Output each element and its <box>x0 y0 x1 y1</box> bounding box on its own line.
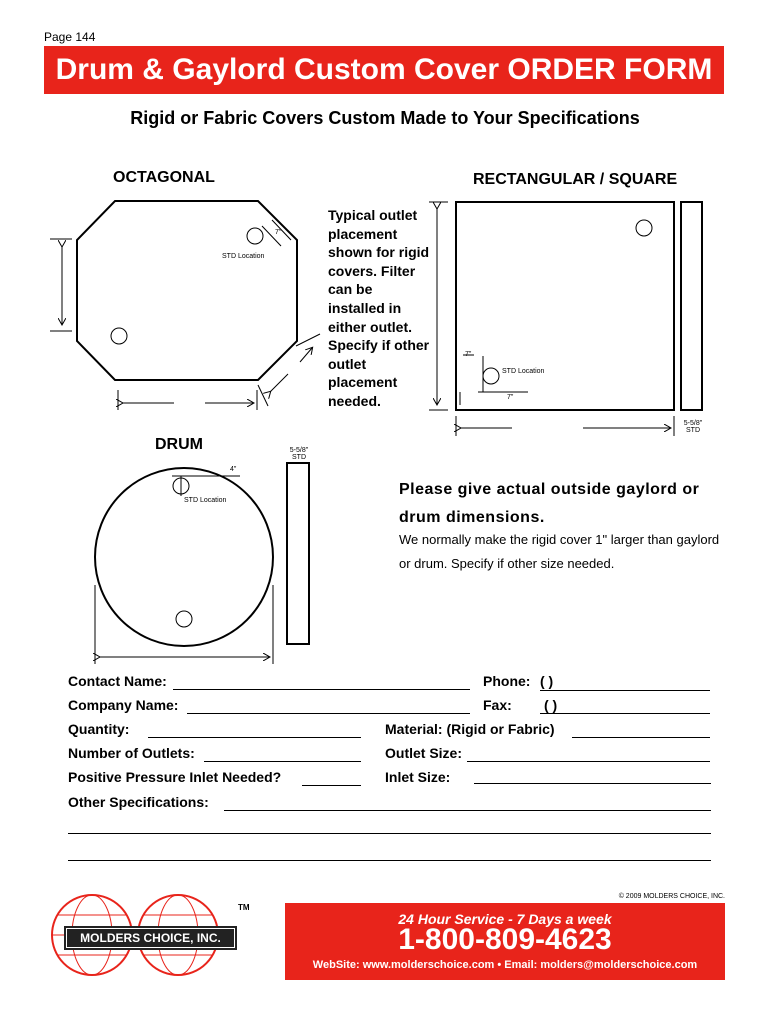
dimensions-instruction: Please give actual outside gaylord or drum dimensions. <box>399 481 700 526</box>
contact-name-label: Contact Name: <box>68 673 167 689</box>
quantity-field[interactable] <box>148 737 361 738</box>
company-logo: MOLDERS CHOICE, INC. <box>66 928 235 948</box>
square-outlet-std <box>483 368 499 384</box>
fax-label: Fax: <box>483 697 512 713</box>
service-hours: 24 Hour Service - 7 Days a week <box>398 911 612 927</box>
square-side-profile <box>681 202 702 410</box>
drum-std-height: 5-5/8" STD <box>289 447 309 461</box>
drum-outlet-alt <box>176 611 192 627</box>
page-title: Drum & Gaylord Custom Cover ORDER FORM <box>44 46 724 94</box>
octagonal-heading: OCTAGONAL <box>113 169 215 186</box>
square-std-location: STD Location <box>502 368 545 375</box>
square-dim-7-vertical: 7" <box>465 351 472 358</box>
positive-pressure-label: Positive Pressure Inlet Needed? <box>68 769 282 785</box>
drum-dim-4: 4" <box>230 466 237 473</box>
inlet-size-field[interactable] <box>474 783 711 784</box>
square-std-height: 5-5/8" STD <box>683 420 703 434</box>
inlet-size-label: Inlet Size: <box>385 769 451 785</box>
contact-name-field[interactable] <box>173 689 470 690</box>
phone-number[interactable]: 1-800-809-4623 <box>398 923 612 956</box>
company-name-field[interactable] <box>187 713 470 714</box>
outlet-size-label: Outlet Size: <box>385 745 463 761</box>
fax-area-code: ( ) <box>544 697 558 713</box>
number-of-outlets-field[interactable] <box>204 761 361 762</box>
drum-side-profile <box>287 463 309 644</box>
page-number: Page 144 <box>44 30 96 44</box>
drum-std-location: STD Location <box>184 497 227 504</box>
octagon-std-location: STD Location <box>222 253 265 260</box>
outlet-placement-note: Typical outlet placement shown for rigid covers. Filter can be installed in either outlet. Specify if other outlet placement needed. <box>328 207 430 409</box>
octagon-outlet-std <box>247 228 263 244</box>
fax-field[interactable] <box>540 713 710 714</box>
website-email[interactable]: WebSite: www.molderschoice.com • Email: molders@molderschoice.com <box>312 959 698 971</box>
square-outlet-alt <box>636 220 652 236</box>
phone-field[interactable] <box>540 690 710 691</box>
square-dim-7-horizontal: 7" <box>507 394 514 401</box>
other-specs-line-3[interactable] <box>68 860 711 861</box>
material-field[interactable] <box>572 737 710 738</box>
square-shape <box>456 202 674 410</box>
phone-label: Phone: <box>483 673 531 689</box>
octagon-outlet-alt <box>111 328 127 344</box>
drum-circle <box>95 468 273 646</box>
material-label: Material: (Rigid or Fabric) <box>385 721 555 737</box>
company-name-label: Company Name: <box>68 697 179 713</box>
page-subtitle: Rigid or Fabric Covers Custom Made to Your Specifications <box>130 108 640 128</box>
positive-pressure-field[interactable] <box>302 785 361 786</box>
other-specs-field[interactable] <box>224 810 711 811</box>
quantity-label: Quantity: <box>68 721 130 737</box>
octagon-dim-7: 7" <box>275 229 282 236</box>
phone-area-code: ( ) <box>540 673 554 689</box>
size-note: We normally make the rigid cover 1" larger than gaylord or drum. Specify if other size needed. <box>399 532 720 571</box>
outlet-size-field[interactable] <box>467 761 710 762</box>
number-of-outlets-label: Number of Outlets: <box>68 745 195 761</box>
rectangular-heading: RECTANGULAR / SQUARE <box>473 171 678 188</box>
copyright: © 2009 MOLDERS CHOICE, INC. <box>618 893 725 900</box>
other-specs-label: Other Specifications: <box>68 794 209 810</box>
trademark: TM <box>238 903 250 912</box>
drum-heading: DRUM <box>155 436 203 453</box>
other-specs-line-2[interactable] <box>68 833 711 834</box>
contact-banner <box>285 903 725 980</box>
